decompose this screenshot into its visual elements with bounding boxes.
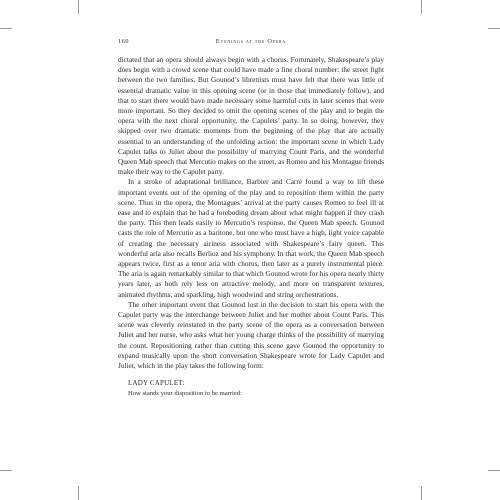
quote-line: How stands your disposition to be married: (128, 389, 242, 397)
page-number: 160 (118, 38, 130, 45)
page-body (118, 55, 384, 398)
quote-speaker: LADY CAPULET: (128, 379, 185, 388)
crop-mark (0, 470, 12, 471)
crop-mark (0, 28, 12, 29)
crop-mark (78, 0, 79, 14)
crop-mark (78, 486, 79, 500)
paragraph: The other important event that Gounod lost in the decision to start his opera with the Capulet party was the interchange between Juliet and her mother about Count Paris. This scene was cleverly reinstated in the party scene of the opera as a conversation between Juliet and her nurse, who asks what her young charge thinks of the possibility of marrying the count. Repositioning rather than cutting this scene gave Gounod the opportunity to expand musically upon the short conversation Shakespeare wrote for Lady Capulet and Juliet, which in the play takes the following form: (118, 299, 384, 371)
crop-mark (488, 470, 500, 471)
page-header (118, 38, 384, 48)
block-quote (118, 379, 384, 398)
crop-mark (421, 486, 422, 500)
paragraph: dictated that an opera should always begin with a chorus. Fortunately, Shakespeare’s play does begin with a crowd scene that could have made a fine choral number: the street fight between the two families. But Gounod’s librettists must have felt that there was little of essential dramatic value in this opening scene (or in those that immediately follow), and that to start there would have made necessary some harmful cuts in later scenes that were more important. So they decided to omit the opening scenes of the play and to begin the opera with the next choral opportunity, the Capulets’ party. In so doing, however, they skipped over two dramatic moments from the beginning of the play that are actually essential to an understanding of the unfolding action: the important scene in which Lady Capulet talks to Juliet about the possibility of marrying Count Paris, and the wonderful Queen Mab speech that Mercutio makes on the street, as Romeo and his Montague friends make their way to the Capulet party. (118, 55, 384, 177)
crop-mark (488, 28, 500, 29)
running-head: Evenings at the Opera (215, 38, 287, 45)
book-page (118, 38, 384, 478)
crop-mark (421, 0, 422, 14)
paragraph: In a stroke of adaptational brilliance, Barbier and Carré found a way to lift these important events out of the opening of the play and to reposition them within the party scene. Thus in the opera, the Montagues’ arrival at the party causes Romeo to feel ill at ease and to explain that he had a foreboding dream about what might happen if they crash the party. This then leads easily to Mercutio’s response, the Queen Mab speech. Gounod casts the role of Mercutio as a baritone, but one who must have a high, light voice capable of creating the necessary airiness associated with Shakespeare’s fairy queen. This wonderful aria also recalls Berlioz and his symphony. In that work, the Queen Mab speech appears twice, first as a tenor aria with chorus, then later as a purely instrumental piece. The aria is again remarkably similar to that which Gounod wrote for his opera nearly thirty years later, as both rely less on attractive melody, and more on transparent textures, animated rhythms, and sparkling, high woodwind and string orchestrations. (118, 177, 384, 299)
